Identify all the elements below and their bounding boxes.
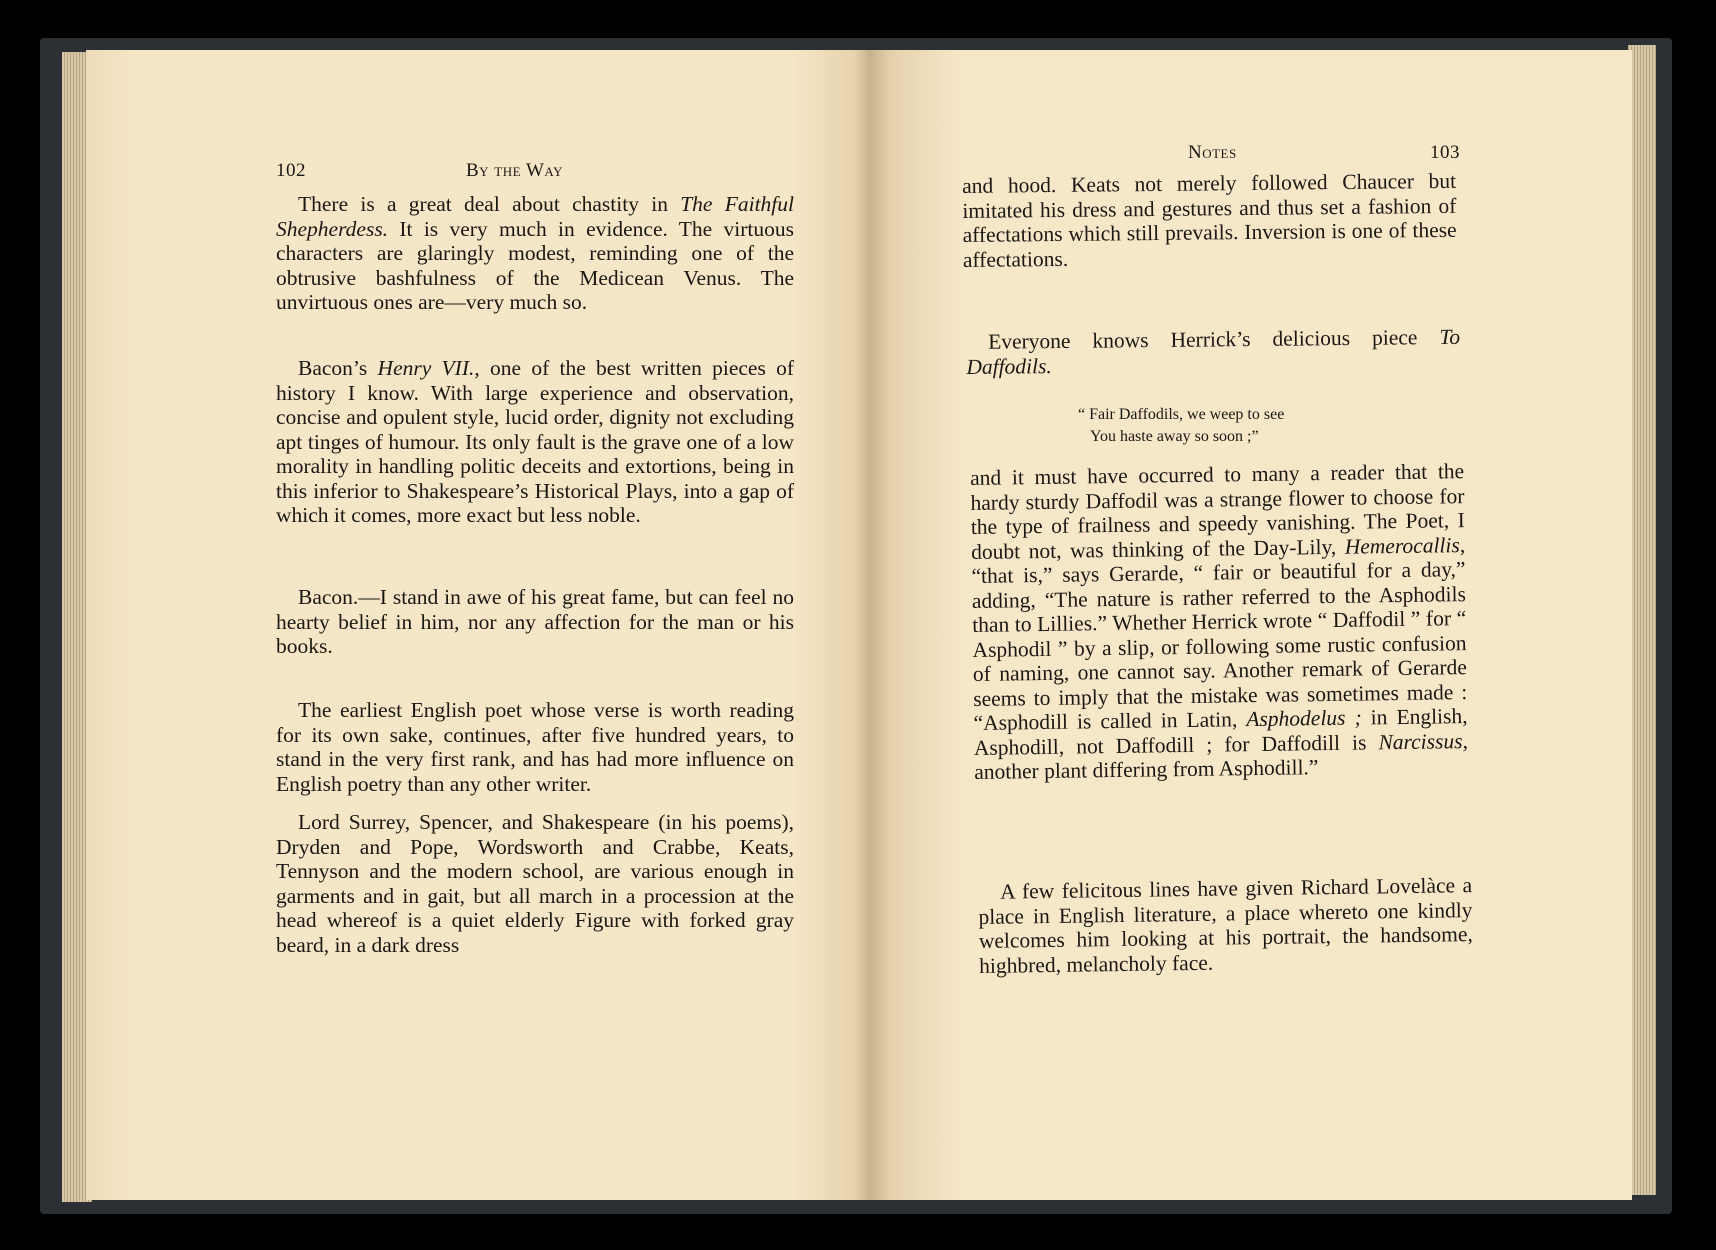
running-head: By the Way [466,160,564,181]
text-run: Bacon’s [298,356,378,380]
page-edges-right [1628,45,1656,1195]
paragraph: The earliest English poet whose verse is worth reading for its own sake, continues, after five hundred years, to stand in the very first rank, and has had more influence on English poetry than any other writer. [276,698,794,796]
latin-name: Hemerocallis, [1344,532,1466,559]
poem-quote-line: You haste away so soon ;” [1090,428,1259,445]
text-run: “that is,” says Gerarde, “ fair or beautiful for a day,” adding, “The nature is rather referred to the Asphodils than to Lillies.” Whether Herrick wrote “ Daffodil ” for “ Asphodil ” by a slip, or following some rustic confusion of naming, one cannot say. Another remark of Gerarde seems to imply that the mistake was sometimes made : “Asphodill is called in Latin, [971,557,1468,735]
page-number: 103 [1430,142,1460,163]
text-run: and it must have occurred to many a reader that the hardy sturdy Daffodil was a strange flower to choose for the type of frailness and speedy vanishing. The Poet, I doubt not, was thinking of the Day-Lily, [970,459,1465,564]
paragraph: and hood. Keats not merely followed Chaucer but imitated his dress and gestures and thus set a fashion of affectations which still prevails. Inversion is one of these affectations. [962,168,1457,272]
paragraph: Lord Surrey, Spencer, and Shakespeare (in his poems), Dryden and Pope, Wordsworth and Crabbe, Keats, Tennyson and the modern school, are various enough in garments and in gait, but all march in a procession at the head whereof is a quiet elderly Figure with forked gray beard, in a dark dress [276,810,794,957]
paragraph [276,356,794,528]
page-number: 102 [276,160,306,181]
text-run: in English, Asphodill, not Daffodill ; for Daffodill is [973,704,1468,760]
book-title: The Faithful Shepherdess. [276,192,795,241]
text-run: There is a great deal about chastity in [298,192,681,216]
latin-name: Asphodelus ; [1246,705,1362,732]
text-run: It is very much in evidence. The virtuous characters are glaringly modest, reminding one of the obtrusive bashfulness of the Medicean Venus. The unvirtuous ones are—very much so. [276,216,794,314]
text-run: another plant differing from Asphodill.” [974,755,1319,784]
paragraph: A few felicitous lines have given Richard Lovelàce a place in English literature, a place whereto one kindly welcomes him looking at his portrait, the handsome, highbred, melancholy face. [978,873,1473,978]
poem-quote-line: “ Fair Daffodils, we weep to see [1078,406,1285,423]
paragraph [276,192,794,315]
right-page [870,50,1632,1200]
text-run: Everyone knows Herrick’s delicious piece [987,325,1440,354]
text-run: , one of the best written pieces of history I know. With large experience and observation, concise and opulent style, lucid order, dignity not excluding apt tinges of humour. Its only fault is the grave one of a low morality in handling politic deceits and extortions, being in this inferior to Shakespeare’s Historical Plays, into a gap of which it comes, more exact but less noble. [276,356,794,527]
left-page [86,50,870,1200]
running-head: Notes [1188,142,1237,163]
paragraph [966,325,1460,379]
paragraph [970,459,1468,784]
paragraph: Bacon.—I stand in awe of his great fame, but can feel no hearty belief in him, nor any affection for the man or his books. [276,585,794,658]
poem-title: To Daffodils. [966,324,1461,379]
book-title: Henry VII. [377,356,475,380]
latin-name: Narcissus, [1378,728,1469,754]
